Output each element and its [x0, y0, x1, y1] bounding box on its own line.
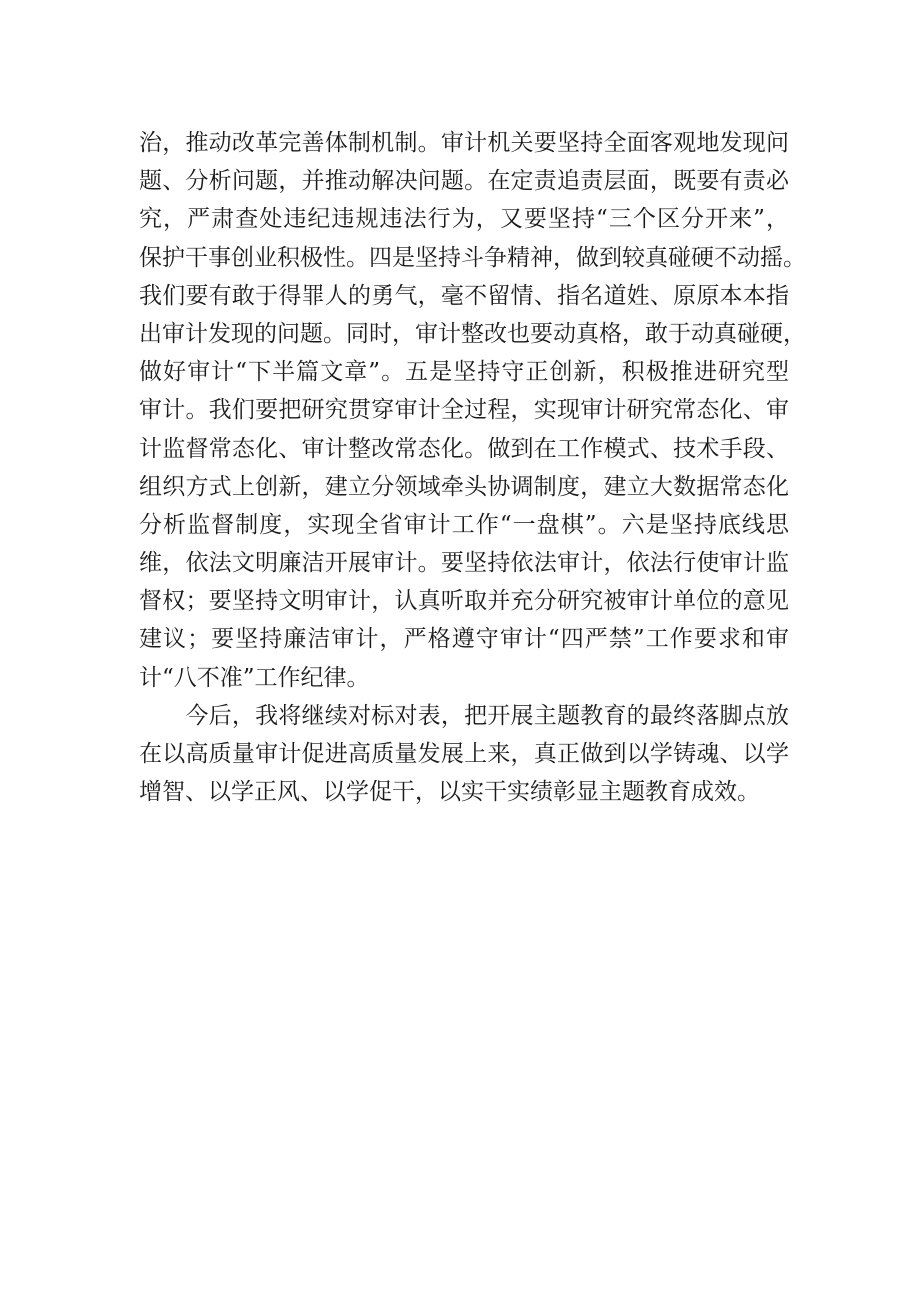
paragraph-1	[139, 124, 806, 697]
paragraph-line: 在以高质量审计促进高质量发展上来，真正做到以学铸魂、以学	[139, 741, 789, 767]
paragraph-line: 分析监督制度，实现全省审计工作“一盘棋”。六是坚持底线思	[139, 511, 789, 538]
paragraph-2	[139, 697, 789, 812]
paragraph-line: 建议；要坚持廉洁审计，严格遵守审计“四严禁”工作要求和审	[139, 626, 789, 653]
paragraph-line: 我们要有敢于得罪人的勇气，毫不留情、指名道姓、原原本本指	[139, 282, 789, 309]
paragraph-line: 维，依法文明廉洁开展审计。要坚持依法审计，依法行使审计监	[139, 550, 789, 577]
paragraph-line: 题、分析问题，并推动解决问题。在定责追责层面，既要有责必	[139, 168, 789, 195]
paragraph-line: 今后，我将继续对标对表，把开展主题教育的最终落脚点放	[139, 702, 789, 729]
paragraph-line: 究，严肃查处违纪违规违法行为，又要坚持“三个区分开来”，	[139, 206, 789, 233]
paragraph-line: 审计。我们要把研究贯穿审计全过程，实现审计研究常态化、审	[139, 397, 789, 424]
paragraph-line: 增智、以学正风、以学促干，以实干实绩彰显主题教育成效。	[139, 779, 760, 806]
paragraph-line: 计“八不准”工作纪律。	[139, 664, 370, 691]
paragraph-line: 做好审计“下半篇文章”。五是坚持守正创新，积极推进研究型	[139, 359, 789, 386]
paragraph-line: 组织方式上创新，建立分领域牵头协调制度，建立大数据常态化	[139, 473, 789, 500]
document-body	[139, 124, 806, 811]
paragraph-line: 计监督常态化、审计整改常态化。做到在工作模式、技术手段、	[139, 435, 789, 462]
paragraph-line: 保护干事创业积极性。四是坚持斗争精神，做到较真碰硬不动摇。	[139, 244, 806, 271]
paragraph-line: 治，推动改革完善体制机制。审计机关要坚持全面客观地发现问	[139, 130, 789, 156]
paragraph-line: 督权；要坚持文明审计，认真听取并充分研究被审计单位的意见	[139, 588, 789, 615]
paragraph-line: 出审计发现的问题。同时，审计整改也要动真格，敢于动真碰硬，	[139, 320, 806, 347]
